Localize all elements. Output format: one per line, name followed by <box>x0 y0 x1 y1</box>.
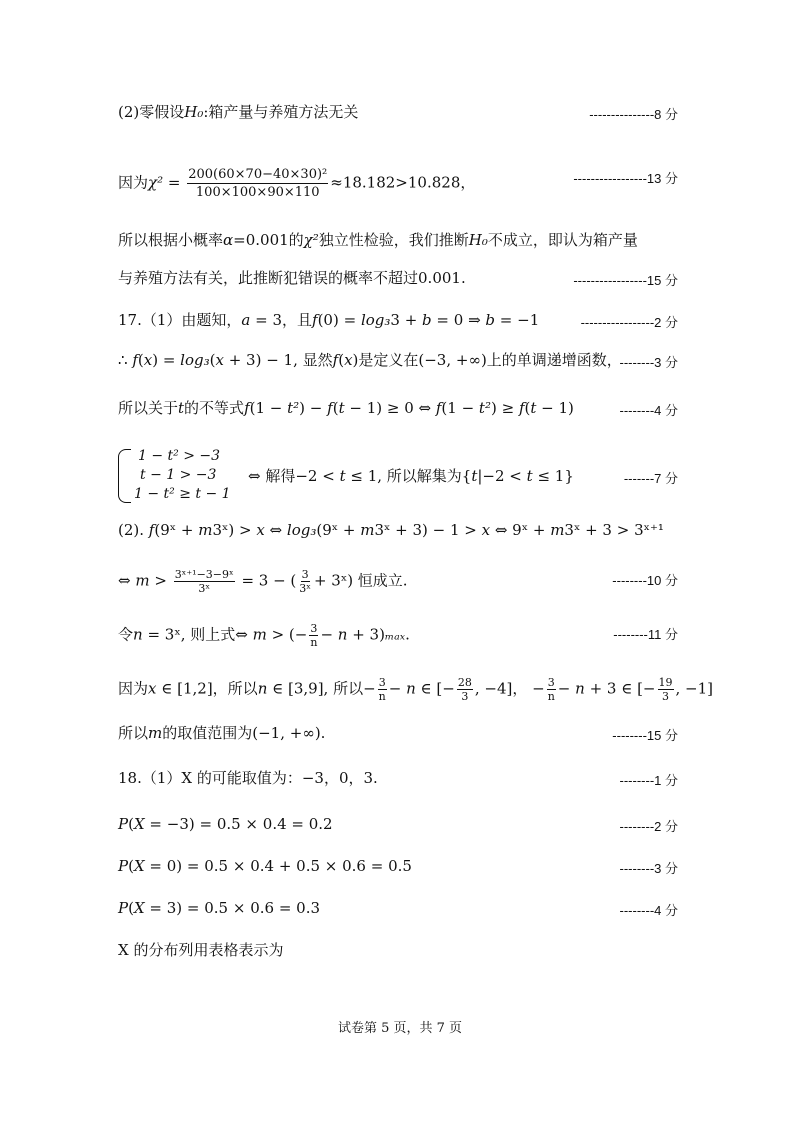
system-line: t − 1 > −3 <box>140 467 217 483</box>
text: ∈ [1,2]，所以 <box>156 679 258 698</box>
score-marker: --------15 分 <box>612 728 678 743</box>
math-symbol: x <box>481 521 491 539</box>
text: 所以根据小概率 <box>118 231 224 249</box>
text: , −1] <box>675 679 714 698</box>
math-symbol: f <box>327 399 333 417</box>
fraction-numerator: 3 <box>547 676 555 689</box>
math-symbol: x <box>215 351 224 369</box>
fraction <box>309 622 318 649</box>
fraction <box>547 676 556 703</box>
text: = 3) = 0.5 × 0.6 = 0.3 <box>144 899 321 917</box>
system-line: 1 − t² > −3 <box>138 448 221 464</box>
fraction-denominator: n <box>378 690 386 703</box>
math-symbol: m <box>252 625 267 644</box>
math-symbol: X <box>133 857 145 875</box>
math-symbol: H₀ <box>184 103 204 121</box>
fraction-denominator: n <box>310 636 318 649</box>
text: 3ˣ + 3) − 1 > <box>374 521 482 539</box>
math-symbol: x <box>143 351 153 369</box>
answer-line <box>118 898 320 918</box>
text: ⇔ 9ˣ + <box>490 521 551 539</box>
text: (9ˣ + <box>316 521 361 539</box>
text: X 的分布列用表格表示为 <box>118 941 284 959</box>
answer-line <box>118 814 333 834</box>
text: 不成立，即认为箱产量 <box>487 231 638 249</box>
fraction-denominator: n <box>547 690 555 703</box>
math-symbol: t² <box>287 399 300 417</box>
fraction <box>174 568 235 595</box>
text: (1 − <box>441 399 479 417</box>
fraction-numerator: 3ˣ⁺¹−3−9ˣ <box>174 568 234 581</box>
math-symbol: α <box>223 231 234 249</box>
math-symbol: t <box>339 467 346 485</box>
text: ≈18.182>10.828， <box>330 173 476 192</box>
text: 独立性检验，我们推断 <box>318 231 469 249</box>
math-symbol: x <box>256 521 265 539</box>
text: ( <box>338 351 345 369</box>
text: 因为 <box>118 173 149 192</box>
text: ⇔ <box>118 571 136 590</box>
text: = 0 ⇒ <box>431 311 486 329</box>
text: − <box>388 679 407 698</box>
math-symbol: m <box>550 521 565 539</box>
text: = −1 <box>495 311 540 329</box>
text: )是定义在(−3, +∞)上的单调递增函数， <box>352 351 622 369</box>
text: 17.（1）由题知， <box>118 311 242 329</box>
math-symbol: x <box>148 679 157 698</box>
math-symbol: f <box>244 399 250 417</box>
math-symbol: P <box>118 815 129 833</box>
math-symbol: H₀ <box>468 231 488 249</box>
text: ( <box>209 351 216 369</box>
math-symbol: log₃ <box>180 351 210 369</box>
text: = 3 − ( <box>236 571 297 590</box>
math-symbol: n <box>337 625 348 644</box>
text: 3ˣ) > <box>212 521 257 539</box>
math-symbol: X <box>133 815 145 833</box>
text: =0.001的 <box>233 231 304 249</box>
text: ∈ [3,9], 所以− <box>267 679 376 698</box>
text: = 0) = 0.5 × 0.4 + 0.5 × 0.6 = 0.5 <box>144 857 412 875</box>
text: − 1) ≥ 0 ⇔ <box>344 399 436 417</box>
answer-line <box>118 398 574 418</box>
text: 令 <box>118 625 134 644</box>
text: + 3ˣ) 恒成立. <box>313 571 408 590</box>
text: ) − <box>299 399 328 417</box>
text: ( <box>128 899 134 917</box>
math-symbol: t <box>526 467 533 485</box>
text: , −4]， − <box>474 679 545 698</box>
fraction-denominator: 3 <box>461 690 469 703</box>
fraction-numerator: 3 <box>310 622 318 635</box>
answer-line <box>248 466 574 486</box>
answer-line <box>118 622 410 649</box>
text: |−2 < <box>477 467 527 485</box>
math-symbol: n <box>133 625 143 644</box>
text: 3ˣ + 3 > 3ˣ⁺¹ <box>564 521 664 539</box>
math-symbol: m <box>135 571 150 590</box>
fraction-denominator: 100×100×90×110 <box>195 185 320 200</box>
text: > (− <box>266 625 308 644</box>
fraction <box>187 166 328 201</box>
math-symbol: X <box>133 899 145 917</box>
fraction-numerator: 3 <box>378 676 386 689</box>
text: ) = <box>152 351 181 369</box>
math-symbol: t <box>471 467 478 485</box>
score-marker: --------10 分 <box>612 573 678 588</box>
fraction <box>658 676 674 703</box>
text: ≤ 1} <box>532 467 574 485</box>
text: ∈ [− <box>415 679 455 698</box>
score-marker: --------3 分 <box>619 355 678 370</box>
fraction-denominator: 3ˣ <box>198 582 211 595</box>
fraction-denominator: 3ˣ <box>299 582 311 595</box>
math-symbol: χ² <box>148 173 164 192</box>
system-line: 1 − t² ≥ t − 1 <box>134 486 231 502</box>
text: − <box>557 679 576 698</box>
math-symbol: log₃ <box>360 311 391 329</box>
math-symbol: n <box>257 679 268 698</box>
text: 所以关于 <box>118 399 179 417</box>
fraction <box>298 568 312 595</box>
text: ( <box>128 857 134 875</box>
score-marker: -----------------2 分 <box>580 315 678 330</box>
text: ⇔ 解得−2 < <box>248 467 340 485</box>
text: 与养殖方法有关，此推断犯错误的概率不超过0.001. <box>118 269 466 287</box>
math-symbol: t <box>338 399 345 417</box>
text: + 3) <box>347 625 385 644</box>
answer-line <box>118 166 475 201</box>
math-symbol: m <box>360 521 375 539</box>
answer-line <box>118 940 283 960</box>
math-symbol: P <box>118 899 129 917</box>
answer-line <box>118 723 325 743</box>
math-symbol: f <box>132 351 138 369</box>
answer-line <box>118 310 539 330</box>
score-marker: --------1 分 <box>619 773 678 788</box>
text: ) ≥ <box>490 399 519 417</box>
text: ∴ <box>118 351 133 369</box>
text: − 1) <box>536 399 574 417</box>
fraction-numerator: 28 <box>457 676 472 689</box>
text: 的取值范围为(−1, +∞). <box>162 724 326 742</box>
text: 因为 <box>118 679 149 698</box>
answer-line <box>118 268 466 288</box>
score-marker: --------3 分 <box>619 861 678 876</box>
inequality-system <box>118 447 240 505</box>
text: 18.（1）X 的可能取值为：−3，0，3. <box>118 769 378 787</box>
math-symbol: t <box>530 399 537 417</box>
left-brace <box>118 449 131 503</box>
score-marker: -----------------13 分 <box>573 171 678 186</box>
fraction-numerator: 200(60×70−40×30)² <box>188 167 328 182</box>
math-symbol: a <box>241 311 251 329</box>
math-symbol: m <box>148 724 163 742</box>
text: = −3) = 0.5 × 0.4 = 0.2 <box>144 815 333 833</box>
math-symbol: f <box>435 399 442 417</box>
score-marker: --------11 分 <box>613 627 678 642</box>
answer-line <box>118 768 378 788</box>
text: ( <box>137 351 144 369</box>
fraction <box>457 676 473 703</box>
text: 的不等式 <box>184 399 245 417</box>
answer-line <box>118 568 408 595</box>
answer-line <box>118 230 638 250</box>
math-symbol: f <box>312 311 318 329</box>
math-symbol: m <box>198 521 213 539</box>
score-marker: -------7 分 <box>623 471 678 486</box>
text: 所以 <box>118 724 149 742</box>
text: + 3 ∈ [− <box>584 679 656 698</box>
answer-line <box>118 676 713 703</box>
answer-line <box>118 102 358 122</box>
fraction <box>378 676 387 703</box>
answer-line <box>118 350 622 370</box>
text: . <box>405 625 410 644</box>
text: (0) = <box>317 311 361 329</box>
score-marker: --------2 分 <box>619 819 678 834</box>
text: ⇔ <box>264 521 287 539</box>
text: (1 − <box>249 399 288 417</box>
text: (2)零假设 <box>118 103 185 121</box>
text: ( <box>128 815 134 833</box>
text: ( <box>524 399 531 417</box>
text: ≤ 1, 所以解集为{ <box>345 467 472 485</box>
math-symbol: n <box>406 679 416 698</box>
math-symbol: f <box>148 521 155 539</box>
math-symbol: b <box>485 311 496 329</box>
fraction-numerator: 19 <box>658 676 673 689</box>
page-footer: 试卷第 5 页，共 7 页 <box>337 1021 463 1036</box>
text: :箱产量与养殖方法无关 <box>203 103 359 121</box>
text: > <box>149 571 172 590</box>
math-symbol: log₃ <box>286 521 317 539</box>
math-symbol: χ² <box>303 231 319 249</box>
math-symbol: ₘₐₓ <box>384 625 406 644</box>
math-symbol: f <box>332 351 339 369</box>
text: (9ˣ + <box>154 521 199 539</box>
text: ( <box>332 399 339 417</box>
text: 3 + <box>390 311 423 329</box>
fraction-numerator: 3 <box>301 568 309 581</box>
text: − <box>320 625 338 644</box>
score-marker: -----------------15 分 <box>573 273 678 288</box>
math-symbol: t² <box>478 399 491 417</box>
math-symbol: x <box>344 351 353 369</box>
text: = 3ˣ, 则上式⇔ <box>142 625 253 644</box>
text: = <box>163 173 186 192</box>
math-symbol: f <box>518 399 525 417</box>
text: (2). <box>118 521 149 539</box>
answer-line <box>118 856 412 876</box>
score-marker: --------4 分 <box>619 403 678 418</box>
score-marker: --------4 分 <box>619 903 678 918</box>
math-symbol: b <box>422 311 432 329</box>
text: = 3，且 <box>250 311 313 329</box>
answer-line <box>118 520 664 540</box>
fraction-denominator: 3 <box>662 690 670 703</box>
math-symbol: n <box>575 679 585 698</box>
math-symbol: P <box>118 857 129 875</box>
text: + 3) − 1, 显然 <box>223 351 333 369</box>
score-marker: ---------------8 分 <box>589 107 678 122</box>
math-symbol: t <box>178 399 185 417</box>
